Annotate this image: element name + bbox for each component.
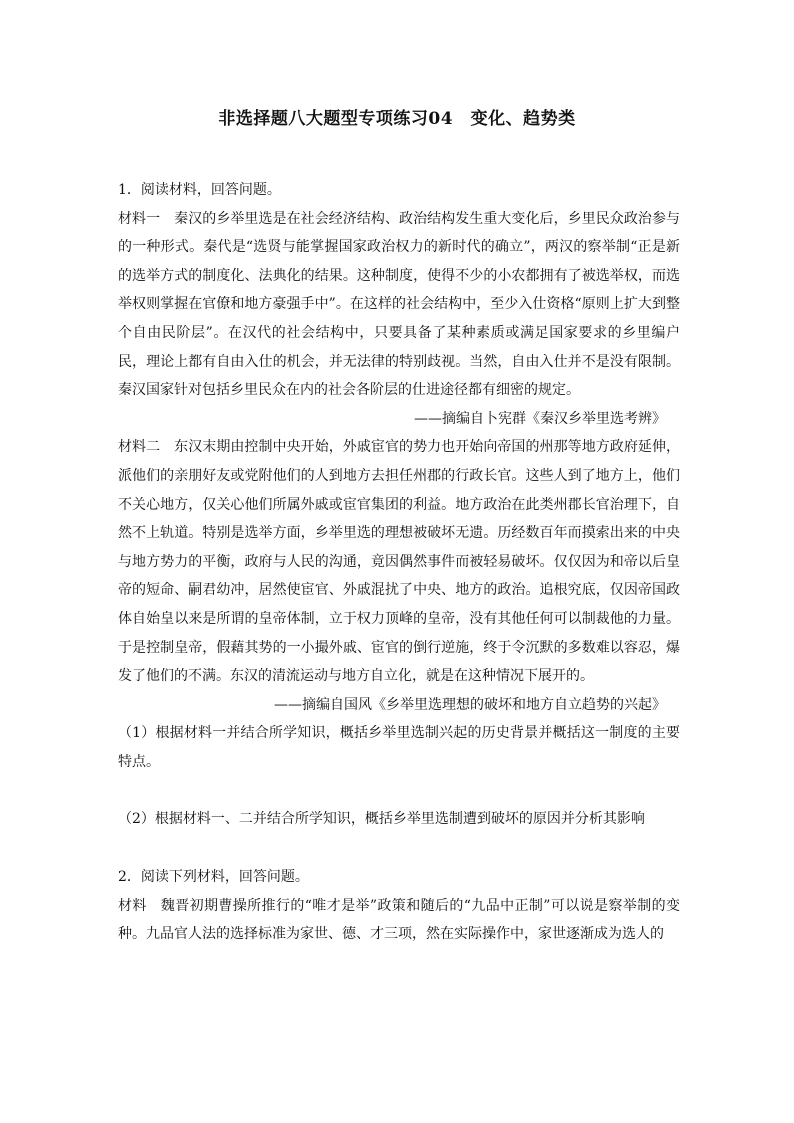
material-2-source: ——摘编自国风《乡举里选理想的破坏和地方自立趋势的兴起》 <box>274 696 666 713</box>
material-2-label: 材料二 <box>118 439 161 456</box>
material-1-source: ——摘编自卜宪群《秦汉乡举里选考辨》 <box>414 410 666 427</box>
answer-space <box>118 776 680 805</box>
material-2 <box>118 433 680 690</box>
material-1 <box>118 205 680 405</box>
question-2-material <box>118 892 680 949</box>
material-1-text: 秦汉的乡举里选是在社会经济结构、政治结构发生重大变化后，乡里民众政治参与的一种形式。秦代是“选贤与能掌握国家政治权力的新时代的确立”，两汉的察举制“正是新的选举方式的制度化、法典化的结果。这种制度，使得不少的小农都拥有了被选举权，而选举权则掌握在官僚和地方豪强手中”。在这样的社会结构中，至少入仕资格“原则上扩大到整个自由民阶层”。在汉代的社会结构中，只要具备了某种素质或满足国家要求的乡里编户民，理论上都有自由入仕的机会，并无法律的特别歧视。当然，自由入仕并不是没有限制。秦汉国家针对包括乡里民众在内的社会各阶层的仕进途径都有细密的规定。 <box>118 210 681 399</box>
question-1-heading: 1．阅读材料，回答问题。 <box>118 182 281 198</box>
sub-question-2: （2）根据材料一、二并结合所学知识，概括乡举里选制遭到破坏的原因并分析其影响 <box>118 811 645 828</box>
sub-question-1: （1）根据材料一并结合所学知识，概括乡举里选制兴起的历史背景并概括这一制度的主要特点。 <box>118 725 680 770</box>
page-title: 非选择题八大题型专项练习04 变化、趋势类 <box>218 109 576 129</box>
question-2-material-text: 魏晋初期曹操所推行的“唯才是举”政策和随后的“九品中正制”可以说是察举制的变种。九品官人法的选择标准为家世、德、才三项，然在实际操作中，家世逐渐成为选人的 <box>118 897 680 943</box>
material-2-text: 东汉末期由控制中央开始，外戚宦官的势力也开始向帝国的州那等地方政府延伸，派他们的亲朋好友或党附他们的人到地方去担任州郡的行政长官。这些人到了地方上，他们不关心地方，仅关心他们所属外戚或宦官集团的利益。地方政治在此类州郡长官治理下，自然不上轨道。特别是选举方面，乡举里选的理想被破坏无遗。历经数百年而摸索出来的中央与地方势力的平衡，政府与人民的沟通，竟因偶然事件而被轻易破坏。仅仅因为和帝以后皇帝的短命、嗣君幼冲，居然使宦官、外戚混扰了中央、地方的政治。追根究底，仅因帝国政体自始皇以来是所谓的皇帝体制，立于权力顶峰的皇帝，没有其他任何可以制裁他的力量。于是控制皇帝，假藉其势的一小撮外戚、宦官的倒行逆施，终于令沉默的多数难以容忍，爆发了他们的不满。东汉的清流运动与地方自立化，就是在这种情况下展开的。 <box>118 439 681 685</box>
document-body <box>118 176 680 949</box>
question-2-heading: 2．阅读下列材料，回答问题。 <box>118 869 309 886</box>
answer-space <box>118 834 680 863</box>
question-2-material-label: 材料 <box>118 897 147 914</box>
material-1-label: 材料一 <box>118 210 161 227</box>
